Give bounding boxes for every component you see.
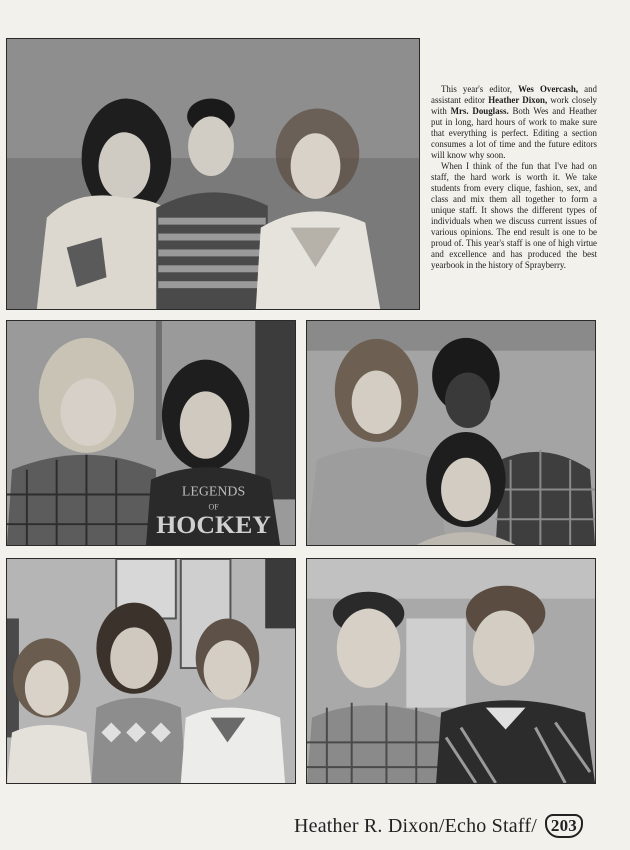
article-text	[431, 84, 597, 271]
article-paragraph-1: This year's editor, Wes Overcash, and assistant editor Heather Dixon, work closely with Mrs. Douglass. Both Wes and Heather put in long, hard hours of work to make sure that everything is perfect. Editing a section consumes a lot of time and the future editors will know why soon.	[431, 84, 597, 160]
sweatshirt-text-of: OF	[208, 502, 219, 512]
page-footer	[294, 812, 583, 840]
photo-three-girls-classroom	[6, 558, 296, 784]
editor-name: Wes Overcash,	[518, 84, 579, 94]
sweatshirt-text-legends: LEGENDS	[181, 484, 246, 500]
assistant-editor-name: Heather Dixon,	[488, 95, 548, 105]
photo-editors-group	[6, 38, 420, 310]
page-number: 203	[545, 814, 583, 838]
footer-byline: Heather R. Dixon/Echo Staff/	[294, 814, 537, 837]
photo-two-girls	[6, 320, 296, 546]
adviser-name: Mrs. Douglass.	[450, 106, 509, 116]
article-paragraph-2: When I think of the fun that I've had on staff, the hard work is worth it. We take students from every clique, fashion, sex, and class and mix them all together to form a unique staff. It shows the different types of individuals when we discuss current issues of various opinions. The end result is one to be proud of. This year's staff is one of high virtue and excellence and has produced the best yearbook in the history of Sprayberry.	[431, 161, 597, 270]
photo-two-boys	[306, 558, 596, 784]
sweatshirt-text-hockey: HOCKEY	[156, 510, 271, 540]
photo-three-girls	[306, 320, 596, 546]
